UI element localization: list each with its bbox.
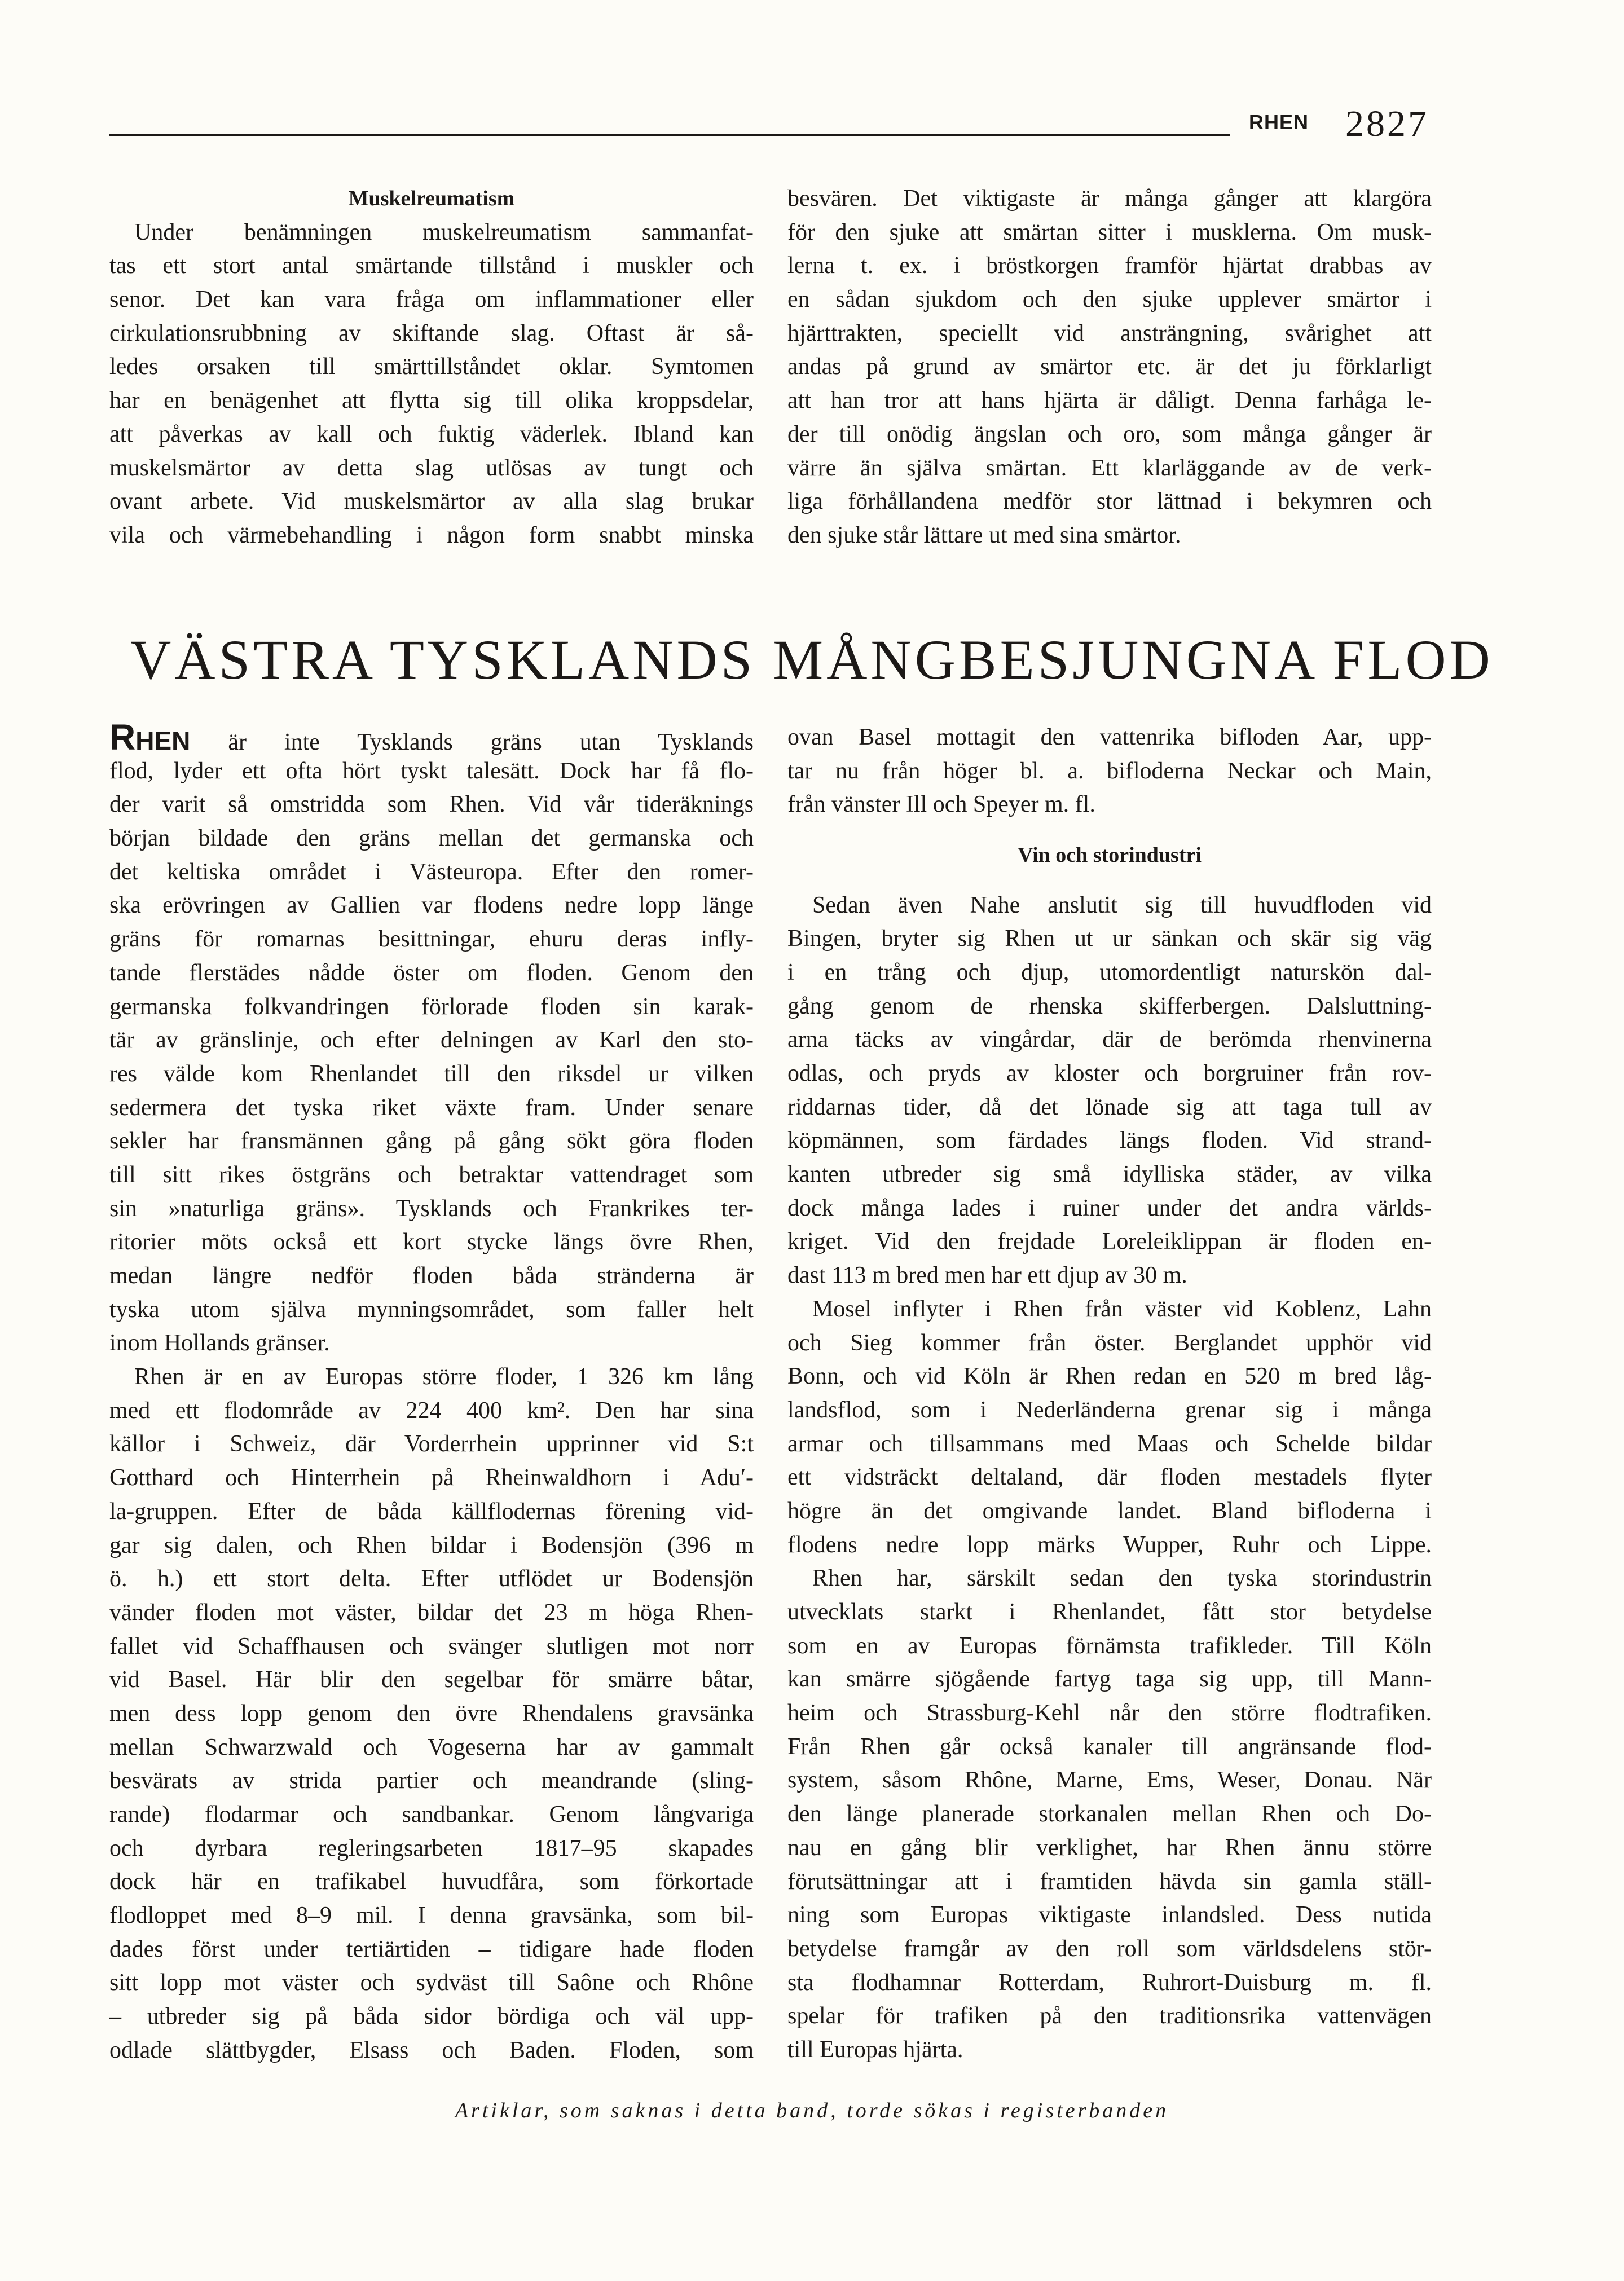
text-line: sekler har fransmännen gång på gång sökt göra floden [109, 1128, 754, 1155]
text-block [787, 182, 1432, 553]
page-number: 2827 [1345, 103, 1429, 144]
text-line: i en trång och djup, utomordentligt naturskön dal- [787, 959, 1432, 985]
text-line: källor i Schweiz, där Vorderrhein upprinner vid S:t [109, 1431, 754, 1457]
text-line: tyska utom själva mynningsområdet, som faller helt [109, 1296, 754, 1323]
text-line: flodloppet med 8–9 mil. I denna gravsänka, som bil- [109, 1903, 754, 1929]
text-line: den sjuke står lättare ut med sina smärtor. [787, 522, 1181, 548]
text-line: den länge planerade storkanalen mellan Rhen och Do- [787, 1801, 1432, 1828]
text-line: germanska folkvandringen förlorade floden sin karak- [109, 993, 754, 1020]
text-line: det keltiska området i Västeuropa. Efter den romer- [109, 858, 754, 885]
lead-word [109, 717, 191, 758]
text-line: förutsättningar att i framtiden hävda sin gamla ställ- [787, 1868, 1432, 1895]
text-line: liga förhållandena medför stor lättnad i bekymren och [787, 488, 1432, 515]
text-line: som en av Europas förnämsta trafikleder. Till Köln [787, 1632, 1432, 1659]
text-line: – utbreder sig på båda sidor bördiga och väl upp- [109, 2003, 754, 2030]
text-line: besvärats av strida partier och meandrande (sling- [109, 1768, 754, 1794]
text-line: ritorier möts också ett kort stycke längs övre Rhen, [109, 1229, 754, 1256]
text-line: en sådan sjukdom och den sjuke upplever smärtor i [787, 287, 1432, 313]
text-line [109, 717, 754, 758]
text-block [109, 216, 754, 553]
text-line: kanten utbreder sig små idylliska städer, av vilka [787, 1161, 1432, 1188]
paragraph [787, 182, 1432, 553]
text-line: att påverkas av kall och fuktig väderlek. Ibland kan [109, 421, 754, 447]
text-line: Sedan även Nahe anslutit sig till huvudfloden vid [812, 892, 1432, 918]
line-text: är inte Tysklands gräns utan Tysklands [190, 729, 754, 755]
text-line: der varit så omstridda som Rhen. Vid vår tideräknings [109, 791, 754, 818]
text-line: för den sjuke att smärtan sitter i musklerna. Om musk- [787, 219, 1432, 245]
text-line: från vänster Ill och Speyer m. fl. [787, 791, 1095, 818]
text-line: utvecklats starkt i Rhenlandet, fått stor betydelse [787, 1599, 1432, 1625]
text-line: inom Hollands gränser. [109, 1330, 330, 1357]
text-line: odlade slättbygder, Elsass och Baden. Floden, som [109, 2037, 754, 2063]
text-line: sedermera det tyska riket växte fram. Under senare [109, 1094, 754, 1121]
text-line: hjärttrakten, speciellt vid ansträngning, svårighet att [787, 320, 1432, 346]
text-block [109, 717, 754, 2068]
text-line: riddarnas tider, då det lönade sig att taga tull av [787, 1094, 1432, 1120]
text-line: tar nu från höger bl. a. bifloderna Neckar och Main, [787, 758, 1432, 784]
top-left-column [109, 182, 754, 553]
text-line: sta flodhamnar Rotterdam, Ruhrort-Duisburg m. fl. [787, 1969, 1432, 1996]
text-line: Bonn, och vid Köln är Rhen redan en 520 m bred låg- [787, 1363, 1432, 1390]
text-line: har en benägenhet att flytta sig till olika kroppsdelar, [109, 387, 754, 414]
text-line: kriget. Vid den frejdade Loreleiklippan är floden en- [787, 1228, 1432, 1255]
text-line: betydelse framgår av den roll som världsdelens stör- [787, 1935, 1432, 1962]
text-line: andas på grund av smärtor etc. är det ju förklarligt [787, 354, 1432, 380]
text-line: ska erövringen av Gallien var flodens nedre lopp länge [109, 892, 754, 919]
text-line: ö. h.) ett stort delta. Efter utflödet ur Bodensjön [109, 1566, 754, 1592]
text-line: tär av gränslinje, och efter delningen av Karl den sto- [109, 1027, 754, 1054]
text-line: odlas, och pryds av kloster och borgruiner från rov- [787, 1060, 1432, 1086]
text-line: cirkulationsrubbning av skiftande slag. Oftast är så- [109, 320, 754, 346]
text-line: dades först under tertiärtiden – tidigare hade floden [109, 1936, 754, 1962]
paragraph [109, 216, 754, 553]
section-heading: Muskelreumatism [348, 187, 515, 210]
text-line: besvären. Det viktigaste är många gånger att klargöra [787, 186, 1432, 212]
paragraph [787, 1562, 1432, 2067]
text-line: att han tror att hans hjärta är dåligt. Denna farhåga le- [787, 387, 1432, 414]
text-line: mellan Schwarzwald och Vogeserna har av gammalt [109, 1734, 754, 1760]
text-line: och dyrbara regleringsarbeten 1817–95 skapades [109, 1835, 754, 1861]
text-line: tande flerstädes nådde öster om floden. Genom den [109, 959, 754, 986]
text-line: till sitt rikes östgräns och betraktar vattendraget som [109, 1161, 754, 1188]
text-line: flodens nedre lopp märks Wupper, Ruhr och Lippe. [787, 1531, 1432, 1558]
lead-initial: R [109, 717, 136, 758]
text-line: ett vidsträckt deltaland, där floden mestadels flyter [787, 1464, 1432, 1491]
text-line: högre än det omgivande landet. Bland bifloderna i [787, 1498, 1432, 1524]
text-line: lerna t. ex. i bröstkorgen framför hjärtat drabbas av [787, 253, 1432, 279]
text-line: Rhen är en av Europas större floder, 1 326 km lång [134, 1364, 754, 1390]
text-line: ledes orsaken till smärttillståndet oklar. Symtomen [109, 354, 754, 380]
text-line: Mosel inflyter i Rhen från väster vid Koblenz, Lahn [812, 1296, 1432, 1322]
article-left-column [109, 717, 754, 2068]
text-line: gar sig dalen, och Rhen bildar i Bodensjön (396 m [109, 1532, 754, 1558]
text-line: dast 113 m bred men har ett djup av 30 m. [787, 1262, 1187, 1289]
lead-rest: HEN [135, 726, 191, 755]
text-line: arna täcks av vingårdar, där de berömda rhenvinerna [787, 1027, 1432, 1053]
text-line: vänder floden mot väster, bildar det 23 m höga Rhen- [109, 1599, 754, 1626]
text-line: Från Rhen går också kanaler till angränsande flod- [787, 1733, 1432, 1760]
text-line: armar och tillsammans med Maas och Schelde bildar [787, 1430, 1432, 1457]
footer-note: Artiklar, som saknas i detta band, torde sökas i registerbanden [455, 2099, 1169, 2123]
text-line: fallet vid Schaffhausen och svänger slutligen mot norr [109, 1633, 754, 1659]
text-line: men dess lopp genom den övre Rhendalens gravsänka [109, 1700, 754, 1727]
text-line: ning som Europas viktigaste inlandsled. Dess nutida [787, 1902, 1432, 1928]
text-line: dock här en trafikabel huvudfåra, som förkortade [109, 1869, 754, 1895]
text-line: spelar för trafiken på den traditionsrika vattenvägen [787, 2003, 1432, 2029]
text-line: system, såsom Rhône, Marne, Ems, Weser, Donau. När [787, 1767, 1432, 1794]
text-line: Rhen har, särskilt sedan den tyska storindustrin [812, 1565, 1432, 1592]
text-line: heim och Strassburg-Kehl når den större flodtrafiken. [787, 1700, 1432, 1727]
text-line: och Sieg kommer från öster. Berglandet upphör vid [787, 1329, 1432, 1356]
text-line: res välde kom Rhenlandet till den riksdel ur vilken [109, 1060, 754, 1087]
text-line: der till onödig ängslan och oro, som många gånger är [787, 421, 1432, 447]
text-line: till Europas hjärta. [787, 2036, 963, 2063]
paragraph [109, 717, 754, 1360]
text-line: ovant arbete. Vid muskelsmärtor av alla slag brukar [109, 488, 754, 515]
section-heading: Vin och storindustri [1018, 843, 1202, 868]
text-line: Gotthard och Hinterrhein på Rheinwaldhorn i Adu′- [109, 1465, 754, 1491]
text-line: vila och värmebehandling i någon form snabbt minska [109, 522, 754, 548]
text-line: dock många lades i ruiner under det andra världs- [787, 1195, 1432, 1221]
text-line: landsflod, som i Nederländerna grenar sig i många [787, 1397, 1432, 1423]
article-right-column [787, 721, 1432, 2067]
text-line: senor. Det kan vara fråga om inflammationer eller [109, 287, 754, 313]
text-line: början bildade den gräns mellan det germanska och [109, 825, 754, 852]
text-line: med ett flodområde av 224 400 km². Den har sina [109, 1397, 754, 1424]
text-line: värre än själva smärtan. Ett klarläggande av de verk- [787, 455, 1432, 481]
text-block [787, 721, 1432, 822]
text-line: sitt lopp mot väster och sydväst till Saône och Rhône [109, 1970, 754, 1996]
paragraph [109, 1360, 754, 2067]
text-line: Under benämningen muskelreumatism sammanfat- [134, 219, 754, 245]
text-line: tas ett stort antal smärtande tillstånd i muskler och [109, 253, 754, 279]
text-line: medan längre nedför floden båda stränderna är [109, 1263, 754, 1289]
paragraph [787, 889, 1432, 1293]
text-line: Bingen, bryter sig Rhen ut ur sänkan och skär sig väg [787, 926, 1432, 952]
text-line: sin »naturliga gräns». Tysklands och Frankrikes ter- [109, 1195, 754, 1222]
paragraph [787, 1293, 1432, 1562]
article-title: VÄSTRA TYSKLANDS MÅNGBESJUNGNA FLOD [130, 628, 1494, 691]
text-line: kan smärre sjögående fartyg taga sig upp, till Mann- [787, 1666, 1432, 1693]
text-line: muskelsmärtor av detta slag utlösas av tungt och [109, 455, 754, 481]
text-block [787, 889, 1432, 2067]
header-rule [109, 134, 1230, 136]
running-head: RHEN [1249, 111, 1309, 134]
text-line: gång genom de rhenska skifferbergen. Dalsluttning- [787, 993, 1432, 1019]
text-line: flod, lyder ett ofta hört tyskt talesätt. Dock har få flo- [109, 758, 754, 784]
text-line: vid Basel. Här blir den segelbar för smärre båtar, [109, 1667, 754, 1693]
text-line: rande) flodarmar och sandbankar. Genom långvariga [109, 1802, 754, 1828]
text-line: ovan Basel mottagit den vattenrika bifloden Aar, upp- [787, 724, 1432, 750]
paragraph [787, 721, 1432, 822]
text-line: la-gruppen. Efter de båda källflodernas förening vid- [109, 1498, 754, 1525]
text-line: nau en gång blir verklighet, har Rhen ännu större [787, 1834, 1432, 1861]
text-line: gräns för romarnas besittningar, ehuru deras infly- [109, 926, 754, 953]
top-right-column [787, 182, 1432, 553]
text-line: köpmännen, som färdades längs floden. Vid strand- [787, 1128, 1432, 1154]
